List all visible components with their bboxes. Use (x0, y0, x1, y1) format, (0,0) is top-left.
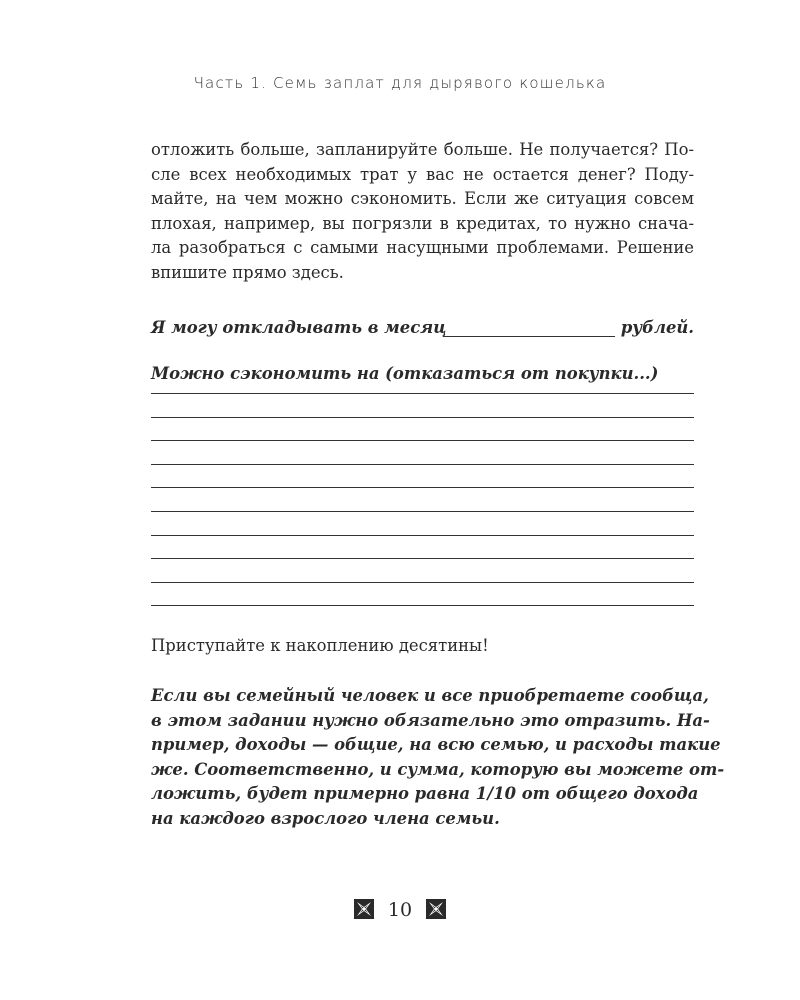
monthly-savings-label: Я могу откладывать в месяц (151, 318, 447, 337)
note-line: Если вы семейный человек и все приобретаете сообща, (151, 686, 709, 705)
page-number: 10 (387, 899, 413, 921)
celtic-knot-ornament-icon (426, 899, 446, 919)
note-line: пример, доходы — общие, на всю семью, и расходы такие (151, 735, 721, 754)
family-note-paragraph (151, 684, 725, 831)
running-header: Часть 1. Семь заплат для дырявого кошелька (193, 74, 607, 92)
intro-line: плохая, например, вы погрязли в кредитах, то нужно снача- (151, 213, 694, 233)
writing-line[interactable] (151, 605, 694, 606)
intro-paragraph (151, 138, 694, 285)
writing-line[interactable] (151, 511, 694, 512)
celtic-knot-ornament-icon (354, 899, 374, 919)
writing-line[interactable] (151, 558, 694, 559)
writing-line[interactable] (151, 417, 694, 418)
note-line: ложить, будет примерно равна 1/10 от общего дохода (151, 784, 699, 803)
writing-line[interactable] (151, 440, 694, 441)
savings-ruled-lines (151, 393, 694, 629)
monthly-savings-fill-in (151, 318, 694, 342)
monthly-savings-blank[interactable] (443, 336, 615, 337)
rubles-label: рублей. (620, 318, 694, 337)
writing-line[interactable] (151, 464, 694, 465)
note-line: в этом задании нужно обязательно это отразить. На- (151, 710, 710, 730)
intro-line: сле всех необходимых трат у вас не остается денег? Поду- (151, 164, 694, 184)
start-tithe-text: Приступайте к накоплению десятины! (151, 636, 489, 655)
page-footer (0, 898, 800, 922)
intro-line: майте, на чем можно сэкономить. Если же ситуация совсем (151, 189, 694, 208)
writing-line[interactable] (151, 582, 694, 583)
savings-heading: Можно сэкономить на (отказаться от покупки...) (151, 364, 659, 383)
writing-line[interactable] (151, 535, 694, 536)
intro-line: отложить больше, запланируйте больше. Не получается? По- (151, 140, 694, 159)
intro-line: впишите прямо здесь. (151, 262, 344, 282)
writing-line[interactable] (151, 487, 694, 488)
intro-line: ла разобраться с самыми насущными проблемами. Решение (151, 238, 694, 257)
writing-line[interactable] (151, 393, 694, 394)
note-line: же. Соответственно, и сумма, которую вы можете от- (151, 759, 725, 779)
note-line: на каждого взрослого члена семьи. (151, 808, 500, 828)
page-content (151, 138, 725, 828)
